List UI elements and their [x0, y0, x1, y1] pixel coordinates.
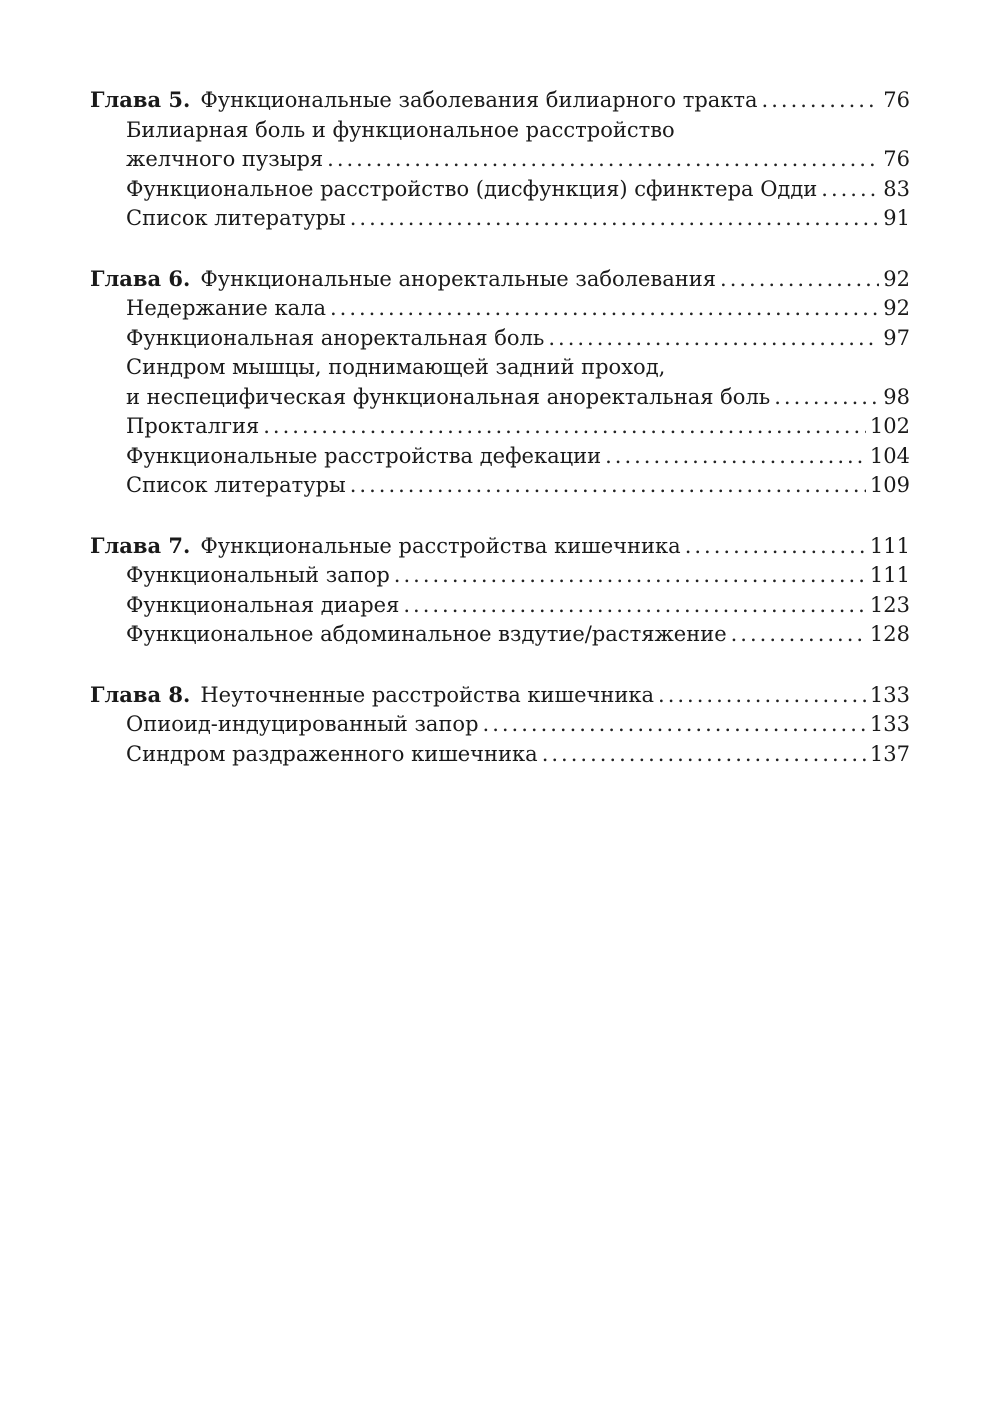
chapter-label: Глава 7. [90, 532, 191, 558]
toc-entry[interactable] [90, 471, 910, 501]
page-number: 128 [869, 622, 910, 646]
chapter-heading[interactable] [90, 680, 910, 711]
dot-leader [685, 532, 866, 562]
dot-leader [483, 710, 866, 740]
toc-entry-title: Функциональные расстройства дефекации [126, 443, 602, 468]
chapter-title: Функциональные расстройства кишечника [200, 533, 681, 558]
dot-leader [774, 383, 879, 413]
toc-entry-title: Недержание кала [126, 296, 326, 320]
page-number: 133 [869, 682, 910, 707]
toc-entry[interactable] [90, 412, 910, 442]
chapter-label: Глава 8. [90, 681, 191, 707]
toc-entry-title: Функциональная диарея [126, 592, 400, 617]
toc-entry-title: Список литературы [126, 473, 346, 497]
page-number: 133 [869, 712, 910, 736]
chapter-title: Функциональные заболевания билиарного тракта [200, 88, 758, 112]
chapter-title: Неуточненные расстройства кишечника [200, 682, 655, 707]
dot-leader [350, 204, 880, 234]
toc-entry[interactable] [90, 383, 910, 413]
dot-leader [658, 681, 866, 711]
toc-entry-line1: Синдром мышцы, поднимающей задний проход, [126, 355, 666, 379]
toc-entry[interactable] [90, 620, 910, 650]
chapter-6 [90, 264, 910, 501]
page-number: 137 [869, 741, 910, 766]
toc-entry-title: Синдром раздраженного кишечника [126, 741, 538, 766]
chapter-heading[interactable] [90, 531, 910, 562]
page-number: 91 [883, 206, 910, 230]
dot-leader [403, 591, 866, 621]
page-number: 109 [869, 473, 910, 497]
toc-entry[interactable] [90, 145, 910, 175]
dot-leader [605, 442, 866, 472]
page-number: 102 [869, 414, 910, 438]
page-number: 111 [869, 533, 910, 558]
page-number: 76 [883, 147, 910, 171]
dot-leader [821, 175, 879, 205]
page-number: 92 [883, 296, 910, 320]
dot-leader [327, 145, 879, 175]
toc-entry-title: Прокталгия [126, 414, 260, 438]
chapter-heading[interactable] [90, 264, 910, 295]
chapter-7 [90, 531, 910, 650]
toc-entry-line1: Билиарная боль и функциональное расстройство [126, 117, 675, 142]
toc-entry[interactable] [90, 442, 910, 472]
dot-leader [542, 740, 866, 770]
toc-entry[interactable] [90, 294, 910, 324]
table-of-contents [90, 85, 910, 799]
chapter-heading[interactable] [90, 85, 910, 116]
toc-entry-title: желчного пузыря [126, 147, 324, 171]
toc-entry-title: Функциональный запор [126, 563, 390, 587]
chapter-label: Глава 6. [90, 265, 191, 291]
chapter-5 [90, 85, 910, 234]
toc-entry[interactable] [90, 710, 910, 740]
chapter-8 [90, 680, 910, 770]
dot-leader [263, 412, 866, 442]
toc-entry-title: Список литературы [126, 206, 346, 230]
toc-entry-title: Функциональное расстройство (дисфункция) сфинктера Одди [126, 176, 818, 201]
page-number: 76 [883, 88, 910, 112]
toc-entry[interactable] [90, 591, 910, 621]
dot-leader [350, 471, 866, 501]
page-number: 97 [883, 325, 910, 350]
toc-entry-title: Функциональное абдоминальное вздутие/растяжение [126, 622, 727, 646]
page-number: 123 [869, 592, 910, 617]
toc-entry[interactable] [90, 324, 910, 354]
dot-leader [394, 561, 866, 591]
page-number: 92 [883, 266, 910, 291]
dot-leader [731, 620, 866, 650]
page-number: 98 [883, 384, 910, 409]
dot-leader [548, 324, 879, 354]
toc-entry-title: и неспецифическая функциональная аноректальная боль [126, 384, 771, 409]
page-number: 83 [883, 176, 910, 201]
dot-leader [720, 265, 879, 295]
dot-leader [330, 294, 879, 324]
toc-entry[interactable] [90, 561, 910, 591]
toc-entry[interactable] [90, 204, 910, 234]
dot-leader [762, 86, 880, 116]
toc-entry[interactable] [90, 175, 910, 205]
page-number: 111 [869, 563, 910, 587]
toc-entry-title: Опиоид-индуцированный запор [126, 712, 479, 736]
chapter-label: Глава 5. [90, 87, 191, 112]
chapter-title: Функциональные аноректальные заболевания [200, 266, 717, 291]
toc-entry-title: Функциональная аноректальная боль [126, 325, 545, 350]
toc-entry[interactable] [90, 740, 910, 770]
page-number: 104 [869, 443, 910, 468]
